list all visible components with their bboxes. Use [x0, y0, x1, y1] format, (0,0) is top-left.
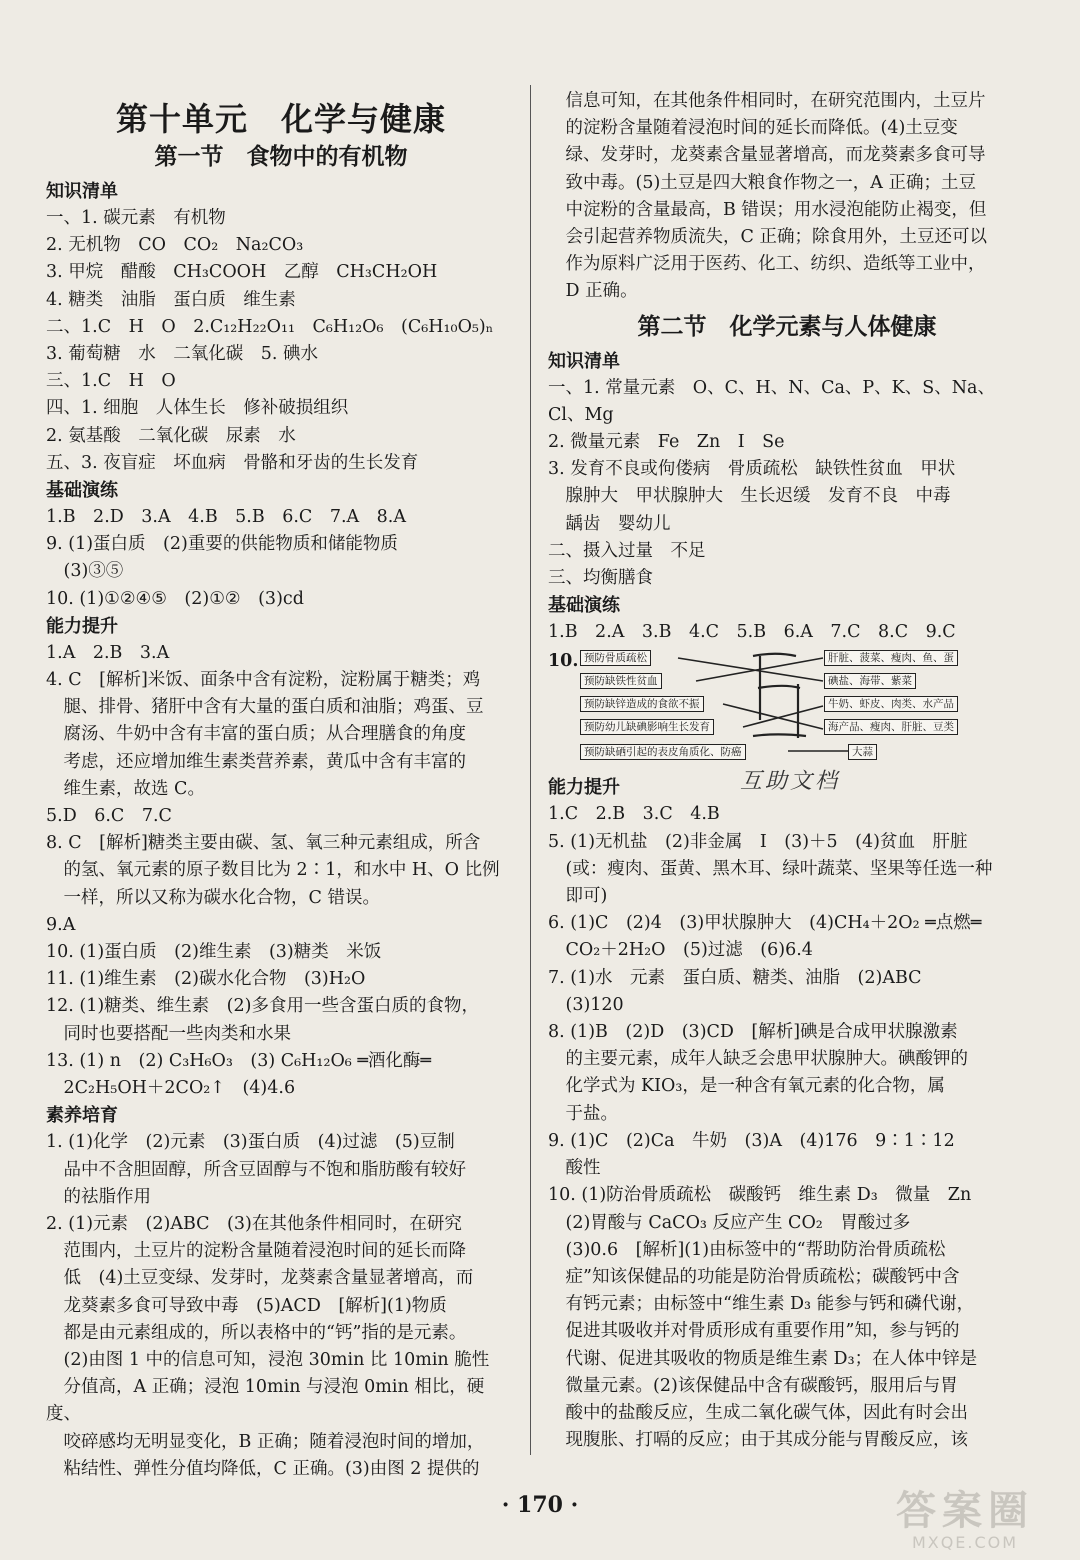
text-line: D 正确。 [548, 281, 638, 302]
text-line: 10. (1)蛋白质 (2)维生素 (3)糖类 米饭 [46, 942, 382, 963]
diagram-box-left: 预防缺铁性贫血 [580, 673, 662, 689]
section-title: 第一节 食物中的有机物 [154, 143, 408, 170]
text-line: 5. (1)无机盐 (2)非金属 I (3)＋5 (4)贫血 肝脏 [548, 831, 968, 852]
text-line: (3)③⑤ [46, 561, 124, 582]
knowledge-list-block [548, 375, 1026, 593]
text-line: 中淀粉的含量最高，B 错误；用水浸泡能防止褐变，但 [548, 199, 987, 220]
text-line: 的氢、氧元素的原子数目比为 2∶1，和水中 H、O 比例 [46, 860, 500, 881]
heading-basic-practice: 基础演练 [548, 595, 620, 617]
text-line: (2)由图 1 中的信息可知，浸泡 30min 比 10min 脆性 [46, 1349, 490, 1370]
text-line: 二、摄入过量 不足 [548, 540, 706, 561]
text-line: 微量元素。(2)该保健品中含有碳酸钙，服用后与胃 [548, 1375, 958, 1396]
heading-literacy-cultivation: 素养培育 [46, 1105, 118, 1127]
diagram-box-left: 预防幼儿缺碘影响生长发育 [580, 719, 714, 735]
text-line: (或：瘦肉、蛋黄、黑木耳、绿叶蔬菜、坚果等任选一种 [548, 858, 993, 879]
text-line: 同时也要搭配一些肉类和水果 [46, 1023, 291, 1044]
ability-improvement-block [548, 801, 1026, 1454]
text-line: 会引起营养物质流失，C 正确；除食用外，土豆还可以 [548, 227, 987, 248]
text-line: (3)0.6 [解析](1)由标签中的“帮助防治骨质疏松 [548, 1239, 946, 1260]
heading-ability-improvement: 能力提升 [548, 777, 620, 799]
matching-diagram [548, 648, 988, 770]
text-line: 品中不含胆固醇，所含豆固醇与不饱和脂肪酸有较好 [46, 1159, 466, 1180]
text-line: 1.A 2.B 3.A [46, 642, 170, 663]
text-line: 化学式为 KIO₃，是一种含有氧元素的化合物，属 [548, 1076, 945, 1097]
basic-practice-block [46, 504, 516, 613]
text-line: 现腹胀、打嗝的反应；由于其成分能与胃酸反应，该 [548, 1430, 968, 1451]
text-line: 2C₂H₅OH＋2CO₂↑ (4)4.6 [46, 1078, 296, 1099]
text-line: 龋齿 婴幼儿 [548, 513, 671, 534]
handwritten-note: 互助文档 [740, 769, 841, 794]
text-line: 的淀粉含量随着浸泡时间的延长而降低。(4)土豆变 [548, 118, 958, 139]
text-line: 3. 发育不良或佝偻病 骨质疏松 缺铁性贫血 甲状 [548, 459, 956, 480]
text-line: 信息可知，在其他条件相同时，在研究范围内，土豆片 [548, 91, 986, 111]
text-line: 低 (4)土豆变绿、发芽时，龙葵素含量显著增高，而 [46, 1268, 474, 1289]
text-line: CO₂＋2H₂O (5)过滤 (6)6.4 [548, 940, 813, 961]
text-line: 7. (1)水 元素 蛋白质、糖类、油脂 (2)ABC [548, 967, 922, 988]
text-line: 2. (1)元素 (2)ABC (3)在其他条件相同时，在研究 [46, 1213, 462, 1234]
text-line: 1. (1)化学 (2)元素 (3)蛋白质 (4)过滤 (5)豆制 [46, 1132, 455, 1153]
text-line: (2)胃酸与 CaCO₃ 反应产生 CO₂ 胃酸过多 [548, 1212, 911, 1233]
knowledge-list-block [46, 205, 516, 477]
text-line: 3. 甲烷 醋酸 CH₃COOH 乙醇 CH₃CH₂OH [46, 262, 438, 283]
text-line: 9. (1)蛋白质 (2)重要的供能物质和储能物质 [46, 534, 398, 555]
diagram-box-right: 牛奶、虾皮、肉类、水产品 [824, 696, 958, 712]
text-line: 酸性 [548, 1158, 601, 1179]
heading-knowledge-list: 知识清单 [548, 350, 620, 372]
left-column [46, 88, 516, 1483]
diagram-box-right: 肝脏、菠菜、瘦肉、鱼、蛋 [824, 650, 958, 666]
heading-knowledge-list: 知识清单 [46, 181, 118, 202]
text-line: 维生素，故选 C。 [46, 778, 205, 799]
text-line: 致中毒。(5)土豆是四大粮食作物之一，A 正确；土豆 [548, 172, 976, 193]
text-line: 龙葵素多食可导致中毒 (5)ACD [解析](1)物质 [46, 1295, 447, 1316]
watermark-text: 答案圈 [896, 1488, 1034, 1534]
text-line: 的主要元素，成年人缺乏会患甲状腺肿大。碘酸钾的 [548, 1049, 968, 1070]
text-line: 12. (1)糖类、维生素 (2)多食用一些含蛋白质的食物， [46, 996, 479, 1017]
page-number: · 170 · [501, 1492, 579, 1518]
text-line: 11. (1)维生素 (2)碳水化合物 (3)H₂O [46, 969, 366, 990]
text-line: 三、1.C H O [46, 371, 176, 392]
text-line: 6. (1)C (2)4 (3)甲状腺肿大 (4)CH₄＋2O₂ ═点燃═ [548, 913, 982, 934]
text-line: 腐汤、牛奶中含有丰富的蛋白质；从合理膳食的角度 [46, 724, 466, 745]
text-line: 粘结性、弹性分值均降低，C 正确。(3)由图 2 提供的 [46, 1458, 480, 1479]
diagram-box-right: 碘盐、海带、紫菜 [824, 673, 916, 689]
text-line: 作为原料广泛用于医药、化工、纺织、造纸等工业中， [548, 254, 986, 275]
diagram-box-left: 预防缺硒引起的表皮角质化、防癌 [580, 744, 746, 760]
text-line: 1.C 2.B 3.C 4.B [548, 804, 720, 825]
text-line: 1.B 2.A 3.B 4.C 5.B 6.A 7.C 8.C 9.C [548, 622, 956, 643]
text-line: 4. 糖类 油脂 蛋白质 维生素 [46, 289, 296, 310]
text-line: 1.B 2.D 3.A 4.B 5.B 6.C 7.A 8.A [46, 507, 406, 528]
text-line: 腺肿大 甲状腺肿大 生长迟缓 发育不良 中毒 [548, 486, 951, 507]
text-line: 5.D 6.C 7.C [46, 806, 172, 827]
text-line: 代谢、促进其吸收的物质是维生素 D₃；在人体中锌是 [548, 1348, 978, 1369]
text-line: 三、均衡膳食 [548, 568, 653, 589]
text-line: 都是由元素组成的，所以表格中的“钙”指的是元素。 [46, 1322, 467, 1343]
unit-title: 第十单元 化学与健康 [115, 100, 446, 138]
text-line: 分值高，A 正确；浸泡 10min 与浸泡 0min 相比，硬度、 [46, 1377, 485, 1425]
text-line: 2. 微量元素 Fe Zn I Se [548, 432, 785, 453]
text-line: 8. (1)B (2)D (3)CD [解析]碘是合成甲状腺激素 [548, 1022, 958, 1043]
text-line: 范围内，土豆片的淀粉含量随着浸泡时间的延长而降 [46, 1241, 466, 1262]
text-line: 一、1. 碳元素 有机物 [46, 208, 226, 228]
text-line: 4. C [解析]米饭、面条中含有淀粉，淀粉属于糖类；鸡 [46, 670, 481, 691]
text-line: 8. C [解析]糖类主要由碳、氢、氧三种元素组成，所含 [46, 833, 481, 854]
text-line: 13. (1) n (2) C₃H₆O₃ (3) C₆H₁₂O₆ ═酒化酶═ [46, 1050, 431, 1071]
diagram-box-left: 预防缺锌造成的食欲不振 [580, 696, 704, 712]
section-title: 第二节 化学元素与人体健康 [637, 312, 937, 340]
text-line: 2. 无机物 CO CO₂ Na₂CO₃ [46, 235, 304, 256]
watermark-url: MXQE.COM [911, 1533, 1019, 1552]
text-line: 3. 葡萄糖 水 二氧化碳 5. 碘水 [46, 344, 319, 365]
diagram-box-right: 大蒜 [848, 744, 877, 760]
text-line: 即可) [548, 886, 608, 907]
heading-ability-improvement: 能力提升 [46, 615, 118, 637]
heading-basic-practice: 基础演练 [46, 480, 118, 502]
continued-answer-block [548, 88, 1026, 306]
text-line: (3)120 [548, 994, 624, 1015]
text-line: 四、1. 细胞 人体生长 修补破损组织 [46, 398, 349, 419]
diagram-box-right: 海产品、瘦肉、肝脏、豆类 [824, 719, 958, 735]
ability-improvement-block [46, 640, 516, 1102]
column-divider [530, 85, 531, 1455]
text-line: 绿、发芽时，龙葵素含量显著增高，而龙葵素多食可导 [548, 145, 986, 166]
text-line: 促进其吸收并对骨质形成有重要作用”知，参与钙的 [548, 1321, 960, 1342]
text-line: 有钙元素；由标签中“维生素 D₃ 能参与钙和磷代谢， [548, 1294, 975, 1315]
text-line: 2. 氨基酸 二氧化碳 尿素 水 [46, 425, 296, 446]
text-line: 咬碎感均无明显变化，B 正确；随着浸泡时间的增加， [46, 1431, 485, 1452]
text-line: 考虑，还应增加维生素类营养素，黄瓜中含有丰富的 [46, 751, 466, 772]
text-line: 症”知该保健品的功能是防治骨质疏松；碳酸钙中含 [548, 1266, 960, 1287]
text-line: 10. (1)防治骨质疏松 碳酸钙 维生素 D₃ 微量 Zn [548, 1185, 972, 1206]
literacy-cultivation-block [46, 1129, 516, 1483]
text-line: 一、1. 常量元素 O、C、H、N、Ca、P、K、S、Na、Cl、Mg [548, 377, 995, 425]
diagram-box-left: 预防骨质疏松 [580, 650, 651, 666]
site-watermark [860, 1489, 1070, 1552]
text-line: 9.A [46, 914, 76, 935]
text-line: 的祛脂作用 [46, 1186, 151, 1207]
text-line: 二、1.C H O 2.C₁₂H₂₂O₁₁ C₆H₁₂O₆ (C₆H₁₀O₅)ₙ [46, 316, 494, 337]
text-line: 酸中的盐酸反应，生成二氧化碳气体，因此有时会出 [548, 1402, 968, 1423]
text-line: 五、3. 夜盲症 坏血病 骨骼和牙齿的生长发育 [46, 452, 419, 473]
text-line: 一样，所以又称为碳水化合物，C 错误。 [46, 887, 380, 908]
text-line: 10. (1)①②④⑤ (2)①② (3)cd [46, 588, 304, 609]
text-line: 9. (1)C (2)Ca 牛奶 (3)A (4)176 9∶1∶12 [548, 1130, 955, 1151]
question-number: 10. [548, 651, 579, 672]
text-line: 于盐。 [548, 1103, 618, 1124]
text-line: 腿、排骨、猪肝中含有大量的蛋白质和油脂；鸡蛋、豆 [46, 697, 484, 718]
